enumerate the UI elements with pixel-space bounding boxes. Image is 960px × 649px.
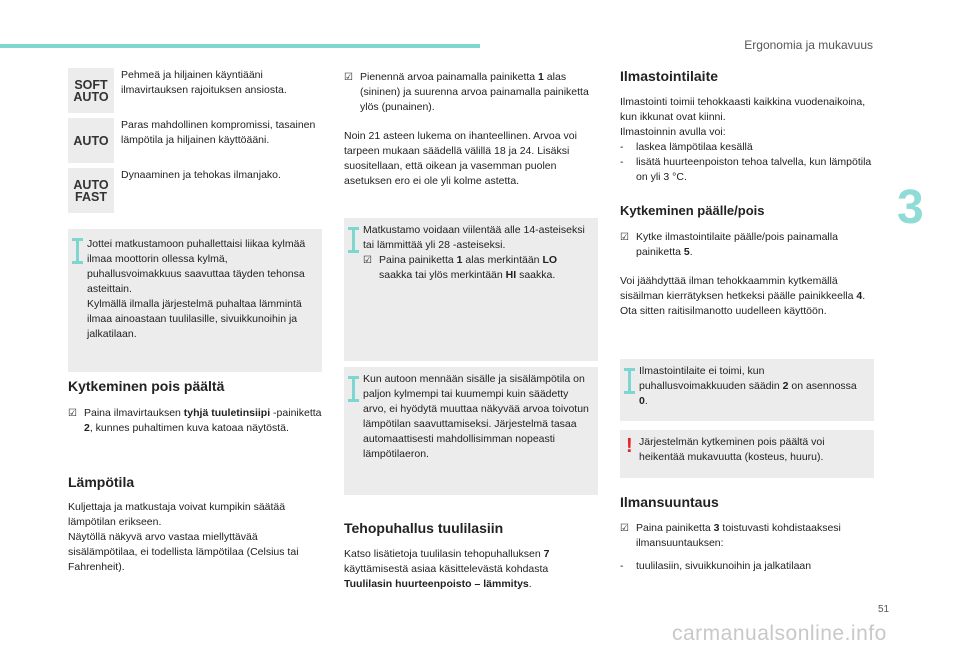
info-icon bbox=[352, 227, 355, 253]
mode-auto-fast-text: Dynaaminen ja tehokas ilmanjako. bbox=[121, 169, 281, 181]
button-ref: 1 bbox=[456, 254, 463, 266]
section-temperature-body: Kuljettaja ja matkustaja voivat kumpikin säätää lämpötilan erikseen. Näytöllä näkyvä arvo vastaa miellyttävää sisälämpötilaa, ei todellista lämpötilaa (Celsius tai Fahrenheit). bbox=[68, 501, 299, 573]
info-icon bbox=[76, 238, 79, 264]
text-run: -painiketta bbox=[270, 407, 322, 419]
arrow-bullet-icon: ☑ bbox=[620, 232, 629, 243]
info-icon bbox=[352, 376, 355, 402]
chapter-number: 3 bbox=[897, 181, 924, 234]
info-icon bbox=[628, 368, 631, 394]
text-run: Voi jäähdyttää ilman tehokkaammin kytkemällä sisäilman kierrätyksen hetkeksi päälle painikkeella bbox=[620, 275, 857, 302]
text-run: Paina painiketta bbox=[379, 254, 457, 266]
button-ref: 4 bbox=[856, 290, 863, 302]
text-run: saakka. bbox=[516, 269, 556, 281]
text-run: . bbox=[528, 578, 532, 590]
list-item: lisätä huurteenpoiston tehoa talvella, kun lämpötila on yli 3 °C. bbox=[636, 156, 872, 183]
mode-icon-line1: AUTO bbox=[73, 177, 109, 192]
mode-auto-text: Paras mahdollinen kompromissi, tasainen lämpötila ja hiljainen käyttöääni. bbox=[121, 119, 316, 146]
section-title-ac: Ilmastointilaite bbox=[620, 68, 719, 84]
note-text bbox=[639, 364, 868, 409]
note-text: Kun autoon mennään sisälle ja sisälämpötila on paljon kylmempi tai kuumempi kuin säädetty arvo, ei hyödytä muuttaa näkyvää arvoa toivotun lämpötilan saavuttamiseksi. Järjestelmä tasaa automaattisesti mahdollisimman nopeasti lämpötilaeron. bbox=[363, 373, 589, 460]
list-item: laskea lämpötilaa kesällä bbox=[636, 141, 753, 153]
text-run: Paina painiketta bbox=[636, 522, 714, 534]
warning-text: Järjestelmän kytkeminen pois päältä voi heikentää mukavuutta (kosteus, huuru). bbox=[639, 436, 825, 463]
paragraph-ideal-temperature: Noin 21 asteen lukema on ihanteellinen. Arvoa voi tarpeen mukaan säädellä välillä 18 ja 24. Lisäksi suositellaan, että oikean ja vasemman puolen asetuksen ero ei ole yli kolme astetta. bbox=[344, 130, 577, 187]
button-ref: 2 bbox=[84, 422, 90, 434]
paragraph-ac: Ilmastointi toimii tehokkaasti kaikkina vuodenaikoina, kun ikkunat ovat kiinni. Ilmastoinnin avulla voi: bbox=[620, 96, 866, 138]
text-bold: tyhjä tuuletinsiipi bbox=[183, 407, 271, 419]
section-off-body bbox=[68, 406, 322, 436]
note-text bbox=[363, 223, 592, 283]
section-on-off-body bbox=[620, 230, 874, 319]
auto-icon bbox=[68, 118, 114, 163]
watermark: carmanualsonline.info bbox=[672, 622, 887, 645]
cross-reference-link[interactable]: Tuulilasin huurteenpoisto – lämmitys bbox=[344, 578, 529, 590]
button-ref: 0 bbox=[639, 395, 645, 407]
list-item: tuulilasiin, sivuikkunoihin ja jalkatilaan bbox=[636, 560, 812, 572]
header-accent-bar bbox=[0, 44, 480, 48]
button-ref: 3 bbox=[713, 522, 720, 534]
text-run: Ilmastointilaite ei toimi, kun puhallusvoimakkuuden säädin bbox=[639, 365, 783, 392]
button-ref: 7 bbox=[543, 548, 550, 560]
text-run: . bbox=[689, 246, 693, 258]
page-number: 51 bbox=[878, 604, 890, 615]
note-text: Jottei matkustamoon puhallettaisi liikaa kylmää ilmaa moottorin ollessa kylmä, puhallusvoimakkuus saavuttaa täyden tehonsa asteittain. Kylmällä ilmalla järjestelmä puhaltaa lämmintä ilmaa ainoastaan tuulilasille, sivuikkunoihin ja jalkatilaan. bbox=[87, 238, 306, 340]
text-run: Pienennä arvoa painamalla painiketta bbox=[360, 71, 539, 83]
mode-icon-line2: FAST bbox=[75, 189, 107, 204]
mode-icon-line1: AUTO bbox=[73, 133, 109, 148]
section-ac-body: Ilmastointi toimii tehokkaasti kaikkina vuodenaikoina, kun ikkunat ovat kiinni. Ilmastoinnin avulla voi: - laskea lämpötilaa kesällä - lisätä huurteenpoiston tehoa talvella, kun lämpötila on yli 3 °C. bbox=[620, 95, 874, 185]
arrow-bullet-icon: ☑ bbox=[620, 523, 629, 534]
text-run: alas merkintään bbox=[462, 254, 543, 266]
info-note-cold-car bbox=[344, 367, 598, 495]
button-ref: 5 bbox=[683, 246, 690, 258]
button-ref: 2 bbox=[782, 380, 789, 392]
column2-intro bbox=[344, 70, 598, 189]
mode-soft-auto-text: Pehmeä ja hiljainen käyntiääni ilmavirtauksen rajoituksen ansiosta. bbox=[121, 69, 287, 96]
text-run: käyttämisestä asiaa käsittelevästä kohdasta bbox=[344, 563, 549, 575]
section-title-temperature: Lämpötila bbox=[68, 474, 135, 490]
text-run: saakka tai ylös merkintään bbox=[379, 269, 506, 281]
info-note-lo-hi bbox=[344, 218, 598, 361]
text-run: Katso lisätietoja tuulilasin tehopuhalluksen bbox=[344, 548, 544, 560]
warning-note bbox=[620, 430, 874, 478]
mode-icon-line1: SOFT bbox=[74, 77, 108, 92]
text-run: , kunnes puhaltimen kuva katoaa näytöstä. bbox=[89, 422, 289, 434]
text-bold: HI bbox=[505, 269, 517, 281]
section-title-distribution: Ilmansuuntaus bbox=[620, 494, 719, 510]
section-header-title: Ergonomia ja mukavuus bbox=[744, 38, 873, 52]
arrow-bullet-icon: ☑ bbox=[68, 408, 77, 419]
text-run: alas (sininen) ja suurenna arvoa painamalla painiketta ylös (punainen). bbox=[360, 71, 589, 113]
text-run: on asennossa bbox=[788, 380, 857, 392]
section-title-on-off: Kytkeminen päälle/pois bbox=[620, 203, 765, 218]
info-note-cold-engine bbox=[68, 229, 322, 372]
text-run: . bbox=[644, 395, 648, 407]
soft-auto-icon bbox=[68, 68, 114, 113]
mode-icon-line2: AUTO bbox=[73, 89, 109, 104]
button-ref: 1 bbox=[538, 71, 544, 83]
note-line: Matkustamo voidaan viilentää alle 14-asteiseksi tai lämmittää yli 28 -asteiseksi. bbox=[363, 224, 585, 251]
text-run: toistuvasti kohdistaaksesi ilmansuuntauksen: bbox=[636, 522, 841, 549]
text-run: Paina ilmavirtauksen bbox=[84, 407, 184, 419]
section-distribution-body: ☑ Paina painiketta 3 toistuvasti kohdistaaksesi ilmansuuntauksen: - tuulilasiin, sivuikkunoihin ja jalkatilaan bbox=[620, 522, 841, 572]
arrow-bullet-icon: ☑ bbox=[344, 72, 353, 83]
text-bold: LO bbox=[542, 254, 558, 266]
text-run: . Ota sitten raitisilmanotto uudelleen käyttöön. bbox=[620, 290, 866, 317]
warning-icon: ! bbox=[626, 435, 633, 457]
section-title-windscreen: Tehopuhallus tuulilasiin bbox=[344, 520, 504, 536]
section-windscreen-body bbox=[344, 547, 598, 592]
arrow-bullet-icon: ☑ bbox=[363, 255, 372, 266]
text-run: Kytke ilmastointilaite päälle/pois painamalla painiketta bbox=[636, 231, 838, 258]
auto-fast-icon bbox=[68, 168, 114, 213]
section-title-off: Kytkeminen pois päältä bbox=[68, 378, 225, 394]
info-note-ac-fan bbox=[620, 359, 874, 421]
